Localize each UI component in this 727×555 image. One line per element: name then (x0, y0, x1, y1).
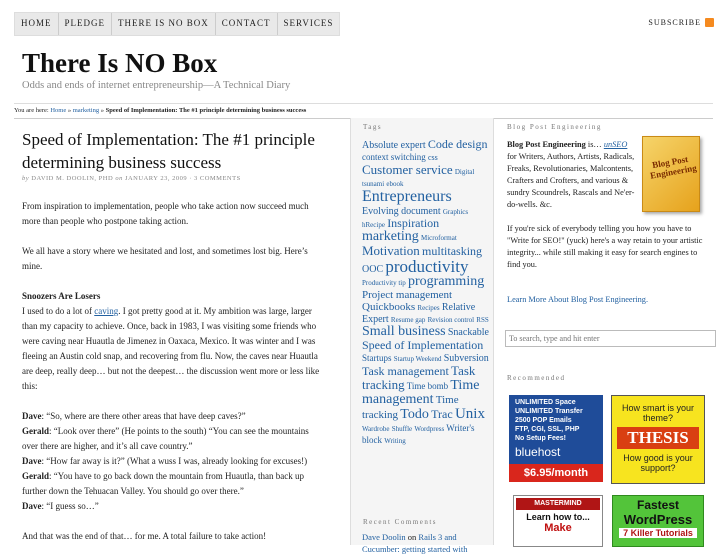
tag-link[interactable]: Productivity tip (362, 279, 406, 287)
post-content (22, 128, 322, 544)
bluehost-features (509, 395, 603, 446)
nav-there-is-no-box[interactable]: THERE IS NO BOX (112, 13, 216, 35)
bluehost-price: $6.95/month (509, 464, 603, 482)
mastermind-line-1: Learn how to... (526, 512, 590, 522)
thesis-question-2: How good is your support? (623, 453, 693, 473)
tag-link[interactable]: css (428, 153, 438, 162)
recommended-heading: Recommended (507, 374, 566, 382)
post-paragraph (22, 304, 322, 394)
nav-services[interactable]: SERVICES (283, 18, 334, 28)
dialog-speaker: Dave (22, 411, 42, 421)
thesis-question-1: How smart is your theme? (621, 403, 694, 423)
rss-feed-icon[interactable] (705, 18, 714, 27)
breadcrumb-home[interactable]: Home (50, 107, 67, 114)
post-paragraph: We all have a story where we hesitated and lost, and sometimes lost big. Here’s mine. (22, 246, 308, 271)
post-text: I used to do a lot of (22, 306, 95, 316)
tag-link[interactable]: Unix (454, 406, 485, 422)
tag-link[interactable]: Inspiration (387, 216, 440, 230)
tag-link[interactable]: Code design (427, 137, 488, 151)
tag-link[interactable]: Snackable (447, 327, 489, 338)
tag-link[interactable]: Entrepreneurs (362, 188, 452, 205)
post-subheading: Snoozers Are Losers (22, 291, 101, 301)
wp-ad-line-3: 7 Killer Tutorials (619, 528, 697, 538)
tag-link[interactable]: context switching (362, 152, 426, 162)
breadcrumb (14, 107, 306, 114)
tag-link[interactable]: Revision control (427, 316, 475, 324)
right-sidebar (495, 118, 713, 545)
bluehost-feature: No Setup Fees! (515, 435, 566, 442)
bpe-name: Blog Post Engineering (507, 140, 586, 149)
tag-link[interactable]: Todo (400, 407, 429, 422)
tag-link[interactable]: Time management (362, 378, 480, 407)
tag-link[interactable]: Evolving document (362, 206, 441, 217)
subscribe-label[interactable]: SUBSCRIBE (648, 18, 701, 27)
dialog-text: : “So, where are there other areas that have deep caves?” (41, 411, 246, 421)
tag-link[interactable]: Speed of Implementation (362, 338, 484, 352)
breadcrumb-marketing[interactable]: marketing (72, 107, 100, 114)
dialog-text: : “Look over there” (He points to the south) “You can see the mountains over there are higher, and it’s all cave country.” (22, 426, 309, 451)
dialog-line (22, 454, 322, 469)
dialog-line (22, 469, 322, 499)
byline-by: by (22, 175, 30, 182)
tags-heading: Tags (363, 123, 383, 131)
post-date: JANUARY 23, 2009 (124, 175, 188, 182)
bluehost-feature: UNLIMITED Space (515, 399, 576, 406)
tag-link[interactable]: programming (408, 274, 485, 289)
wp-ad-line-1: Fastest (636, 498, 680, 512)
comment-author-link[interactable]: Dave Doolin (362, 532, 406, 542)
thesis-ad[interactable] (611, 395, 705, 484)
tag-link[interactable]: Recipes (417, 304, 440, 312)
tag-link[interactable]: Time tracking (362, 394, 459, 421)
dialog-speaker: Gerald (22, 471, 49, 481)
tag-cloud (362, 138, 490, 446)
tag-link[interactable]: Task tracking (362, 363, 476, 392)
bpe-description (507, 139, 639, 211)
breadcrumb-prefix: You are here: (14, 107, 49, 114)
tag-link[interactable]: Project management (362, 289, 453, 301)
post-text: . I got pretty good at it. My ambition was large, larger than my capacity to achieve. Once, back in 1983, I was visiting some friends who were caving near Huautla de Jimenez in Oaxaca, Mexico. It was winter and I was fleeing an Austin cold snap, and recovering from flu. Now, the caves near Huautla are deep, really deep… but not the deepest… the discussion went more or less like this: (22, 306, 320, 391)
dialog-text: : “You have to go back down the mountain from Huautla, than back up further down the Tehuacan Valley. You should go over there.” (22, 471, 305, 496)
mastermind-ad[interactable] (513, 495, 603, 547)
recent-comment-item (362, 531, 490, 555)
tag-link[interactable]: productivity (385, 257, 469, 276)
tag-link[interactable]: multitasking (422, 244, 483, 258)
bluehost-brand: bluehost (515, 445, 561, 459)
breadcrumb-separator: » (67, 107, 72, 114)
nav-home[interactable]: HOME (15, 13, 59, 35)
post-paragraph: From inspiration to implementation, people who take action now succeed much more than people who postpone taking action. (22, 201, 309, 226)
dialog-line (22, 499, 322, 514)
dialog-text: : “I guess so…” (41, 501, 99, 511)
post-paragraph: And that was the end of that… for me. A total failure to take action! (22, 531, 267, 541)
recent-comments-heading: Recent Comments (363, 518, 438, 526)
tag-link[interactable]: Shuffle (391, 425, 413, 433)
caving-link[interactable]: caving (94, 306, 119, 316)
dialog-text: : “How far away is it?” (What a wuss I was, already looking for excuses!) (41, 456, 308, 466)
bpe-heading: Blog Post Engineering (507, 123, 602, 131)
bluehost-feature: FTP, CGI, SSL, PHP (515, 426, 580, 433)
site-description: Odds and ends of internet entrepreneurship—A Technical Diary (22, 80, 291, 91)
tag-link[interactable]: Digital tsunami (362, 168, 475, 188)
tags-sidebar (350, 118, 494, 554)
tag-link[interactable]: Time bomb (406, 381, 449, 391)
post-comments-link[interactable]: · 3 COMMENTS (189, 175, 241, 182)
subscribe-link[interactable] (648, 18, 714, 27)
mastermind-brand: MASTERMIND (516, 498, 600, 510)
tag-link[interactable]: marketing (362, 229, 419, 244)
nav-pledge[interactable]: PLEDGE (59, 13, 113, 35)
tag-link[interactable]: Subversion (443, 353, 489, 364)
comment-post-link[interactable]: Rails 3 and Cucumber: getting started with (362, 532, 468, 554)
tag-link[interactable]: Writing (384, 437, 406, 445)
search-input[interactable] (505, 330, 716, 347)
tag-link[interactable]: OOC (362, 264, 384, 275)
bpe-book-cover[interactable] (642, 136, 700, 212)
tag-link[interactable]: Absolute expert (362, 140, 426, 151)
wordpress-tutorials-ad[interactable] (612, 495, 704, 547)
tag-link[interactable]: Trac (431, 407, 453, 421)
tag-link[interactable]: Startup Weekend (393, 355, 442, 363)
bpe-is: is… (585, 140, 604, 149)
bluehost-ad[interactable] (509, 395, 603, 482)
book-title: Blog Post Engineering (649, 154, 698, 181)
tag-link[interactable]: Startups (362, 353, 392, 363)
tag-link[interactable]: Graphics (442, 208, 469, 216)
tag-link[interactable]: Quickbooks (362, 301, 416, 313)
mastermind-line-2: Make (544, 522, 572, 534)
tag-link[interactable]: Motivation (362, 243, 420, 258)
dialog-line (22, 424, 322, 454)
header-divider (14, 103, 713, 104)
post-author[interactable]: DAVID M. DOOLIN, PHD (31, 175, 114, 182)
dialog-line (22, 409, 322, 424)
bluehost-feature: 2500 POP Emails (515, 417, 572, 424)
bpe-body: for Writers, Authors, Artists, Radicals, Freaks, Revolutionaries, Malcontents, Crafters and Crofters, and various & sundry Scoundrels, Rascals and Ne'er-do-wells. &c. (507, 152, 635, 209)
tag-link[interactable]: Resume gap (390, 316, 426, 324)
tag-link[interactable]: RSS (476, 316, 489, 324)
bpe-learn-more-link[interactable]: Learn More About Blog Post Engineering. (507, 295, 649, 304)
nav-contact[interactable]: CONTACT (216, 13, 278, 35)
tag-link[interactable]: ebook (386, 180, 404, 188)
tag-link[interactable]: Relative Expert (362, 302, 476, 325)
wp-ad-line-2: WordPress (623, 512, 693, 527)
tag-link[interactable]: Small business (362, 324, 446, 339)
unseo-link[interactable]: unSEO (603, 140, 628, 149)
tag-link[interactable]: Customer service (362, 162, 453, 177)
comment-on: on (405, 532, 419, 542)
breadcrumb-separator: » (100, 107, 104, 114)
dialog-speaker: Gerald (22, 426, 49, 436)
bpe-pitch: If you're sick of everybody telling you how you have to "Write for SEO!" (yuck) here's a way retain to your artistic integrity... while still making it easy for search engines to find you. (507, 224, 703, 269)
breadcrumb-current: Speed of Implementation: The #1 principle determining business success (105, 107, 307, 114)
tag-link[interactable]: hRecipe (362, 221, 385, 229)
tag-link[interactable]: Task management (362, 364, 449, 378)
dialog-speaker: Dave (22, 501, 42, 511)
tag-link[interactable]: Wardrobe (362, 425, 390, 433)
dialog-block (22, 409, 322, 514)
post-title[interactable]: Speed of Implementation: The #1 principle determining business success (22, 130, 315, 172)
tag-link[interactable]: Wordpress (414, 425, 445, 433)
tag-link[interactable]: Writer's block (362, 423, 475, 445)
byline-on: on (115, 175, 123, 182)
thesis-logo: THESIS (617, 427, 699, 449)
site-title[interactable]: There Is NO Box (22, 48, 218, 78)
bluehost-feature: UNLIMITED Transfer (515, 408, 583, 415)
top-nav (14, 12, 340, 36)
post-byline (22, 175, 322, 182)
dialog-speaker: Dave (22, 456, 42, 466)
tag-link[interactable]: Microformat (421, 234, 457, 242)
